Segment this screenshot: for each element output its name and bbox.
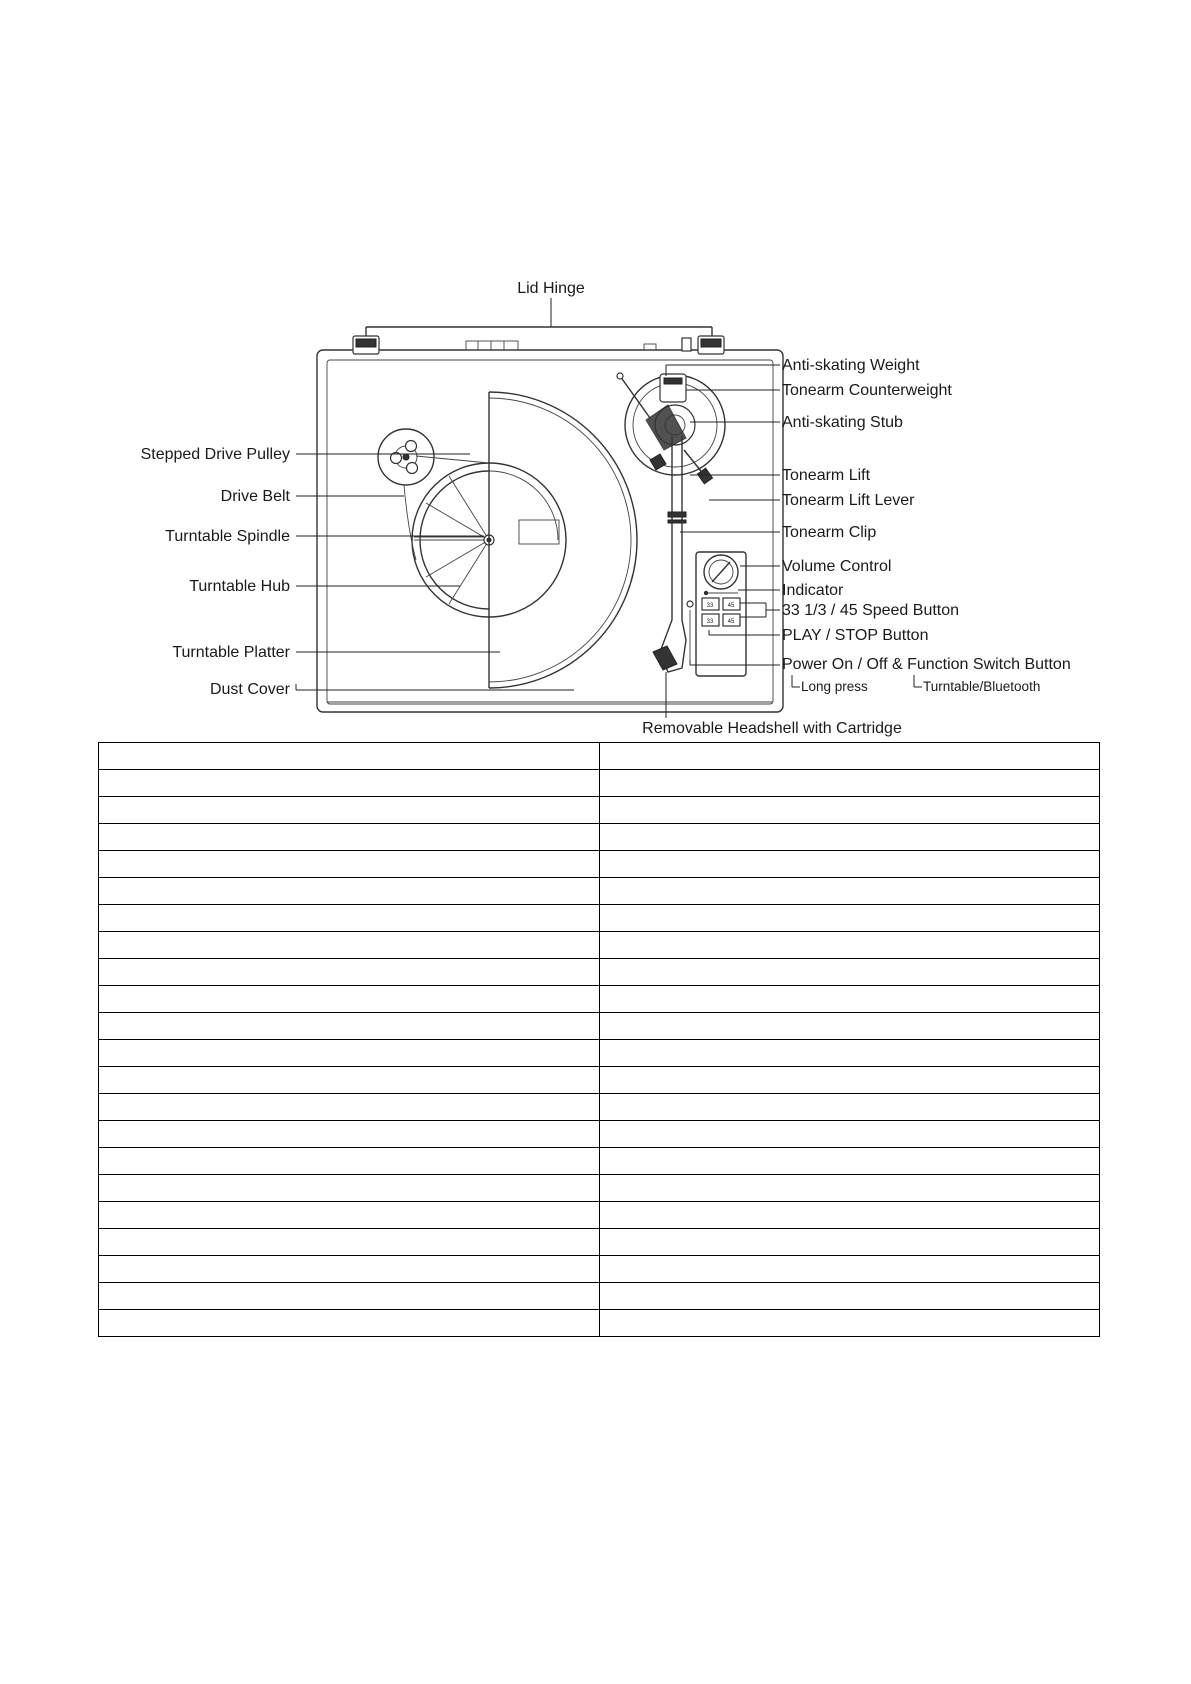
button-mark: 33 — [706, 603, 714, 609]
label-tonearm-lift: Tonearm Lift — [782, 467, 871, 484]
label-tonearm-counterweight: Tonearm Counterweight — [782, 382, 952, 399]
table-cell-left — [99, 797, 600, 824]
table-cell-left — [99, 1040, 600, 1067]
table-row — [99, 1013, 1100, 1040]
table-cell-right — [599, 932, 1100, 959]
table-cell-right — [599, 743, 1100, 770]
table-cell-left — [99, 905, 600, 932]
diagram-labels — [141, 280, 1071, 737]
label-long-press: Long press — [801, 679, 868, 694]
label-tonearm-lift-lever: Tonearm Lift Lever — [782, 492, 915, 509]
table-cell-left — [99, 851, 600, 878]
table-cell-right — [599, 986, 1100, 1013]
table-cell-right — [599, 770, 1100, 797]
table-cell-left — [99, 1229, 600, 1256]
button-mark: 33 — [706, 619, 714, 625]
table-cell-right — [599, 878, 1100, 905]
table-row — [99, 986, 1100, 1013]
table-cell-left — [99, 959, 600, 986]
label-turntable-platter: Turntable Platter — [172, 644, 290, 661]
table-cell-right — [599, 905, 1100, 932]
table-row — [99, 1310, 1100, 1337]
table-row — [99, 851, 1100, 878]
table-row — [99, 878, 1100, 905]
table-row — [99, 770, 1100, 797]
table-row — [99, 1202, 1100, 1229]
label-headshell: Removable Headshell with Cartridge — [642, 720, 902, 737]
parts-table-body — [99, 743, 1100, 1337]
table-row — [99, 797, 1100, 824]
table-cell-right — [599, 1148, 1100, 1175]
table-cell-right — [599, 1256, 1100, 1283]
label-turntable-hub: Turntable Hub — [189, 578, 290, 595]
table-row — [99, 1283, 1100, 1310]
table-row — [99, 932, 1100, 959]
turntable-diagram — [0, 260, 1191, 745]
table-cell-left — [99, 878, 600, 905]
table-cell-right — [599, 1310, 1100, 1337]
table-row — [99, 1175, 1100, 1202]
dust-cover — [489, 392, 637, 688]
table-cell-left — [99, 1202, 600, 1229]
table-cell-right — [599, 1283, 1100, 1310]
table-cell-right — [599, 1202, 1100, 1229]
table-cell-left — [99, 1013, 600, 1040]
table-cell-right — [599, 797, 1100, 824]
table-row — [99, 1148, 1100, 1175]
label-lid-hinge: Lid Hinge — [517, 280, 585, 297]
label-play-stop-button: PLAY / STOP Button — [782, 627, 929, 644]
table-cell-left — [99, 932, 600, 959]
button-mark: 45 — [727, 619, 735, 625]
table-cell-right — [599, 959, 1100, 986]
table-row — [99, 1229, 1100, 1256]
table-row — [99, 1121, 1100, 1148]
table-cell-right — [599, 1175, 1100, 1202]
table-cell-right — [599, 824, 1100, 851]
table-row — [99, 959, 1100, 986]
label-tonearm-clip: Tonearm Clip — [782, 524, 877, 541]
table-cell-left — [99, 1121, 600, 1148]
table-cell-left — [99, 743, 600, 770]
table-cell-right — [599, 1121, 1100, 1148]
table-row — [99, 743, 1100, 770]
table-cell-left — [99, 824, 600, 851]
label-power-function-button: Power On / Off & Function Switch Button — [782, 656, 1071, 673]
table-cell-left — [99, 1283, 600, 1310]
label-drive-belt: Drive Belt — [220, 488, 290, 505]
tonearm-assembly — [617, 373, 725, 672]
turntable-body — [317, 350, 783, 712]
table-cell-left — [99, 1148, 600, 1175]
table-row — [99, 1094, 1100, 1121]
label-turntable-spindle: Turntable Spindle — [165, 528, 290, 545]
table-cell-right — [599, 1013, 1100, 1040]
label-turntable-bluetooth: Turntable/Bluetooth — [923, 679, 1041, 694]
table-cell-left — [99, 1175, 600, 1202]
table-cell-left — [99, 1094, 600, 1121]
parts-table — [98, 742, 1100, 1337]
button-mark: 45 — [727, 603, 735, 609]
table-cell-left — [99, 1310, 600, 1337]
table-cell-right — [599, 1067, 1100, 1094]
table-cell-right — [599, 1229, 1100, 1256]
table-row — [99, 1256, 1100, 1283]
table-row — [99, 905, 1100, 932]
label-anti-skating-stub: Anti-skating Stub — [782, 414, 903, 431]
table-cell-right — [599, 851, 1100, 878]
label-volume-control: Volume Control — [782, 558, 892, 575]
table-cell-left — [99, 1256, 600, 1283]
table-cell-left — [99, 1067, 600, 1094]
table-row — [99, 1040, 1100, 1067]
label-stepped-drive-pulley: Stepped Drive Pulley — [140, 446, 290, 463]
table-cell-left — [99, 986, 600, 1013]
table-cell-left — [99, 770, 600, 797]
table-row — [99, 1067, 1100, 1094]
table-cell-right — [599, 1040, 1100, 1067]
label-anti-skating-weight: Anti-skating Weight — [782, 357, 920, 374]
table-row — [99, 824, 1100, 851]
label-dust-cover: Dust Cover — [209, 681, 290, 698]
table-cell-right — [599, 1094, 1100, 1121]
control-panel — [696, 552, 746, 676]
label-indicator: Indicator — [782, 582, 844, 599]
label-speed-button: 33 1/3 / 45 Speed Button — [782, 602, 960, 619]
